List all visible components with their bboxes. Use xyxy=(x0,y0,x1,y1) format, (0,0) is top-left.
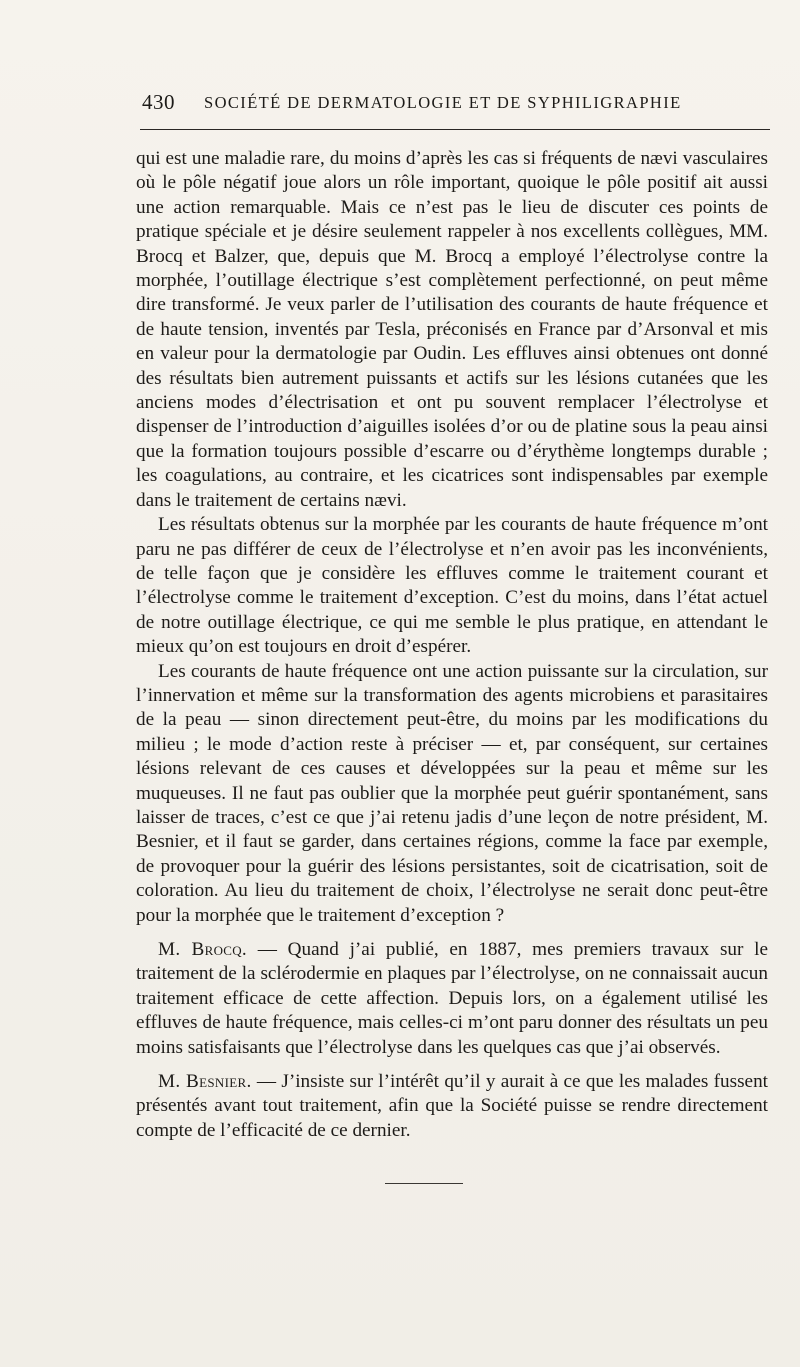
paragraph-high-frequency: Les courants de haute fréquence ont une action puissante sur la circulation, sur l’innervation et même sur la transformation des agents microbiens et parasitaires de la peau — sinon directement peut-être, du moins par les modifications du milieu ; le mode d’action reste à préciser — et, par conséquent, sur certaines lésions relevant de ces causes et développées sur la peau et même sur les muqueuses. Il ne faut pas oublier que la morphée peut guérir spontanément, sans laisser de traces, c’est ce que j’ai retenu jadis d’une leçon de notre président, M. Besnier, et il faut se garder, dans certaines régions, comme la face par exemple, de provoquer pour la guérir des lésions persistantes, soit de cicatrisation, soit de coloration. Au lieu du traitement de choix, l’électrolyse ne serait donc peut-être pour la morphée que le traitement d’exception ? xyxy=(136,660,768,926)
paragraph-besnier-reply xyxy=(136,1070,768,1143)
speaker-besnier: M. Besnier. xyxy=(158,1071,252,1093)
running-head: SOCIÉTÉ DE DERMATOLOGIE ET DE SYPHILIGRAPHIE xyxy=(204,93,682,112)
header-rule xyxy=(140,129,770,130)
brocq-reply-text: — Quand j’ai publié, en 1887, mes premiers travaux sur le traitement de la sclérodermie en plaques par l’électrolyse, on ne connaissait aucun traitement efficace de cette affection. Depuis lors, on a également utilisé les effluves de haute fréquence, mais celles-ci m’ont paru donner des résultats un peu moins satisfaisants que l’électrolyse dans les quelques cas que j’ai observés. xyxy=(136,939,768,1058)
body-text xyxy=(136,147,768,1143)
paragraph-brocq-reply xyxy=(136,938,768,1060)
besnier-reply-text: — J’insiste sur l’intérêt qu’il y aurait à ce que les malades fussent présentés avant tout traitement, afin que la Société puisse se rendre directement compte de l’efficacité de ce dernier. xyxy=(136,1071,768,1141)
section-end-rule xyxy=(385,1183,463,1184)
paragraph-continuation: qui est une maladie rare, du moins d’après les cas si fréquents de nævi vasculaires où le pôle négatif joue alors un rôle important, quoique le pôle positif ait aussi une action remarquable. Mais ce n’est pas le lieu de discuter ces points de pratique spéciale et je désire seulement rappeler à nos excellents collègues, MM. Brocq et Balzer, que, depuis que M. Brocq a employé l’électrolyse contre la morphée, l’outillage électrique s’est complètement perfectionné, on peut même dire transformé. Je veux parler de l’utilisation des courants de haute fréquence et de haute tension, inventés par Tesla, préconisés en France par d’Arsonval et mis en valeur pour la dermatologie par Oudin. Les effluves ainsi obtenues ont donné des résultats bien autrement puissants et actifs sur les lésions cutanées que les anciens modes d’électrisation et ont pu souvent remplacer l’électrolyse et dispenser de l’introduction d’aiguilles isolées d’or ou de platine sous la peau ainsi que la formation toujours possible d’escarre ou d’érythème longtemps durable ; les coagulations, au contraire, et les cicatrices sont indispensables par exemple dans le traitement de certains nævi. xyxy=(136,148,768,511)
speaker-brocq: M. Brocq. xyxy=(158,939,248,960)
page-number: 430 xyxy=(142,90,175,114)
page-header xyxy=(142,90,770,116)
paragraph-results: Les résultats obtenus sur la morphée par les courants de haute fréquence m’ont paru ne pas différer de ceux de l’électrolyse et n’en avoir pas les inconvénients, de telle façon que je considère les effluves comme le traitement courant et l’électrolyse comme le traitement d’exception. C’est du moins, dans l’état actuel de notre outillage électrique, ce qui me semble le plus pratique, en attendant le mieux qu’on est toujours en droit d’espérer. xyxy=(136,514,768,658)
